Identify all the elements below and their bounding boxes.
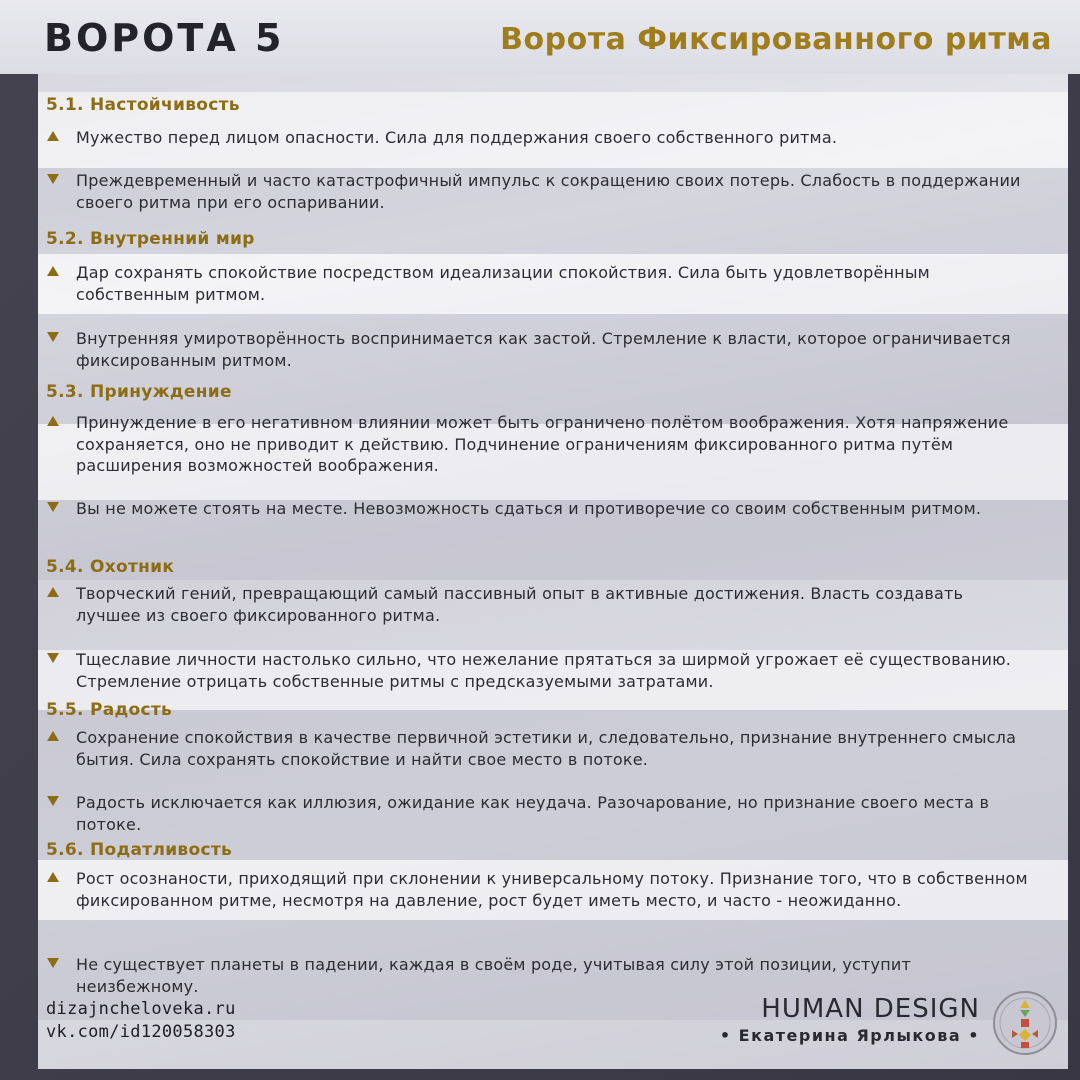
header-bar <box>0 0 1080 74</box>
triangle-down-icon <box>46 652 60 664</box>
line-title: 5.3. Принуждение <box>46 382 232 402</box>
triangle-down-icon <box>46 331 60 343</box>
content-panel <box>38 72 1068 1069</box>
gate-number-title: ВОРОТА 5 <box>44 16 285 60</box>
exaltation-text: Творческий гений, превращающий самый пассивный опыт в активные достижения. Власть создавать лучшее из своего фиксированного ритма. <box>76 584 964 625</box>
line-detriment <box>46 328 1031 371</box>
line-exaltation <box>46 262 1031 305</box>
triangle-down-icon <box>46 957 60 969</box>
detriment-text: Тщеславие личности настолько сильно, что нежелание прятаться за ширмой угрожает её существованию. Стремление отрицать собственные ритмы с предсказуемыми затратами. <box>76 650 1012 691</box>
line-detriment <box>46 498 1031 520</box>
detriment-text: Преждевременный и часто катастрофичный импульс к сокращению своих потерь. Слабость в поддержании своего ритма при его оспаривании. <box>76 171 1021 212</box>
line-exaltation <box>46 412 1031 477</box>
line-title: 5.5. Радость <box>46 700 173 720</box>
line-title: 5.4. Охотник <box>46 557 175 577</box>
line-title: 5.1. Настойчивость <box>46 95 240 115</box>
line-detriment <box>46 649 1031 692</box>
line-exaltation <box>46 868 1031 911</box>
triangle-up-icon <box>46 265 60 277</box>
line-title: 5.6. Податливость <box>46 840 233 860</box>
line-detriment <box>46 170 1031 213</box>
triangle-down-icon <box>46 173 60 185</box>
bodygraph-logo-icon <box>992 990 1058 1056</box>
triangle-up-icon <box>46 415 60 427</box>
vk-link[interactable]: vk.com/id120058303 <box>46 1022 236 1042</box>
exaltation-text: Сохранение спокойствия в качестве первичной эстетики и, следовательно, признание внутреннего смысла бытия. Сила сохранять спокойствие и найти свое место в потоке. <box>76 728 1017 769</box>
line-title: 5.2. Внутренний мир <box>46 229 255 249</box>
brand-block <box>720 994 980 1045</box>
line-exaltation <box>46 583 1031 626</box>
triangle-up-icon <box>46 730 60 742</box>
triangle-up-icon <box>46 871 60 883</box>
gate-name-title: Ворота Фиксированного ритма <box>500 22 1052 57</box>
detriment-text: Вы не можете стоять на месте. Невозможность сдаться и противоречие со своим собственным ритмом. <box>76 499 982 518</box>
line-detriment <box>46 954 1031 997</box>
line-exaltation <box>46 727 1031 770</box>
exaltation-text: Мужество перед лицом опасности. Сила для поддержания своего собственного ритма. <box>76 128 838 147</box>
detriment-text: Радость исключается как иллюзия, ожидание как неудача. Разочарование, но признание своего места в потоке. <box>76 793 990 834</box>
triangle-up-icon <box>46 130 60 142</box>
footer-links <box>46 998 236 1044</box>
triangle-down-icon <box>46 501 60 513</box>
line-detriment <box>46 792 1031 835</box>
triangle-down-icon <box>46 795 60 807</box>
detriment-text: Не существует планеты в падении, каждая в своём роде, учитывая силу этой позиции, уступит неизбежному. <box>76 955 911 996</box>
triangle-up-icon <box>46 586 60 598</box>
exaltation-text: Рост осознаности, приходящий при склонении к универсальному потоку. Признание того, что в собственном фиксированном ритме, несмотря на давление, рост будет иметь место, и часто - неожиданно. <box>76 869 1028 910</box>
exaltation-text: Принуждение в его негативном влиянии может быть ограничено полётом воображения. Хотя напряжение сохраняется, оно не приводит к действию. Подчинение ограничениям фиксированного ритма путём расширения возможностей воображения. <box>76 413 1009 475</box>
brand-title: HUMAN DESIGN <box>761 994 980 1024</box>
detriment-text: Внутренняя умиротворённость воспринимается как застой. Стремление к власти, которое ограничивается фиксированным ритмом. <box>76 329 1011 370</box>
site-link[interactable]: dizajncheloveka.ru <box>46 999 236 1019</box>
exaltation-text: Дар сохранять спокойствие посредством идеализации спокойствия. Сила быть удовлетворённым собственным ритмом. <box>76 263 930 304</box>
brand-author: • Екатерина Ярлыкова • <box>719 1026 980 1045</box>
line-exaltation <box>46 127 1031 149</box>
